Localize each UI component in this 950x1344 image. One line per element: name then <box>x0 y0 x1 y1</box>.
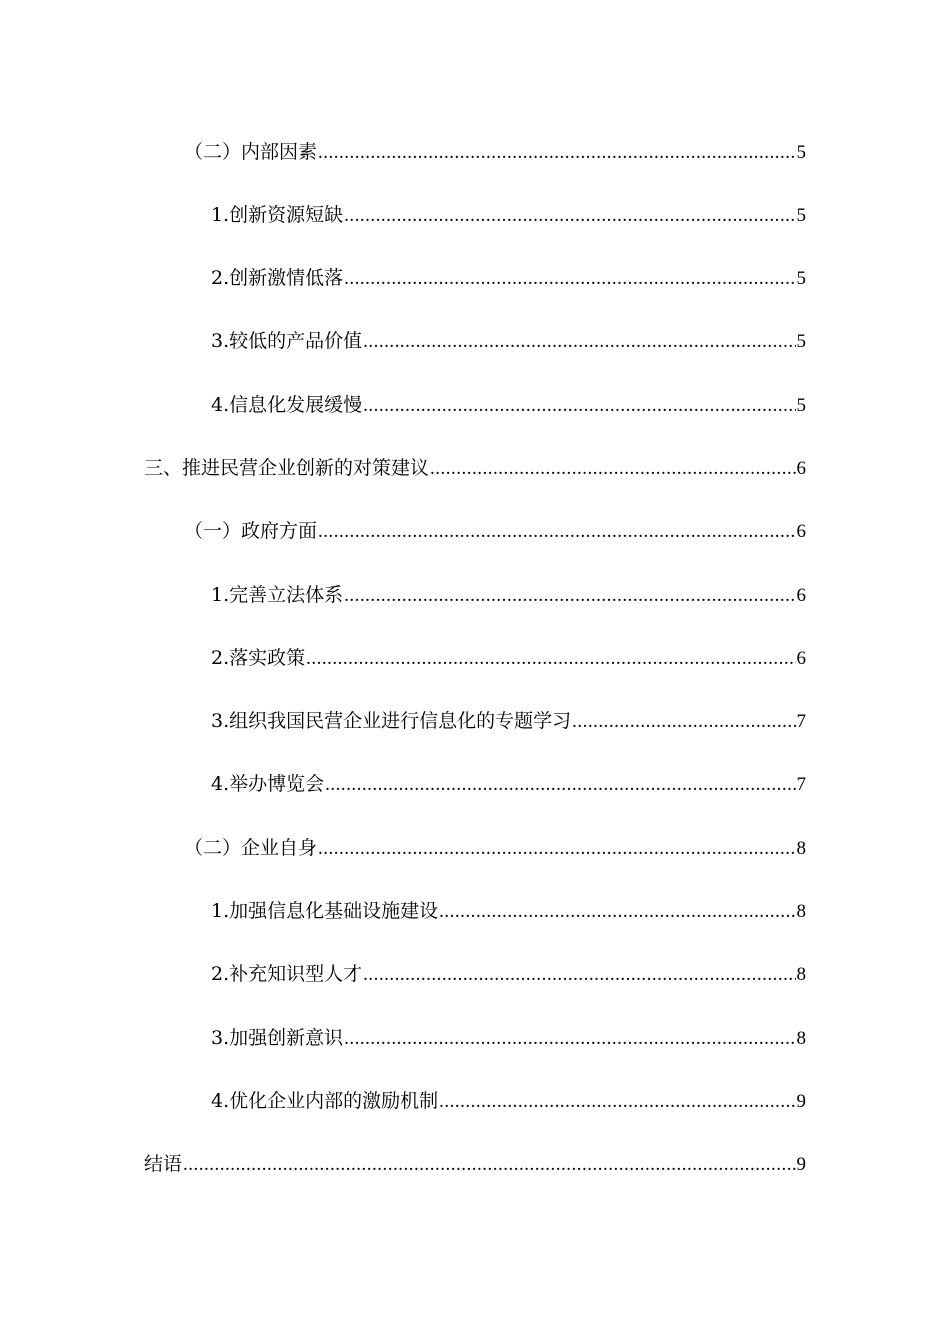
dot-leader <box>439 1087 795 1117</box>
toc-entry-title: 4.举办博览会 <box>211 773 325 795</box>
dot-leader <box>318 517 795 547</box>
dot-leader <box>344 581 795 611</box>
toc-entry-page: 7 <box>796 774 806 795</box>
toc-entry[interactable] <box>211 580 806 610</box>
toc-entry[interactable] <box>211 326 806 356</box>
toc-entry[interactable] <box>211 959 806 989</box>
toc-entry-title: 1.完善立法体系 <box>211 584 344 606</box>
toc-entry-title: 2.创新激情低落 <box>211 267 344 289</box>
toc-entry-title: （二）内部因素 <box>184 141 318 163</box>
dot-leader <box>344 264 795 294</box>
toc-entry[interactable] <box>144 453 806 483</box>
toc-entry-title: 3.组织我国民营企业进行信息化的专题学习 <box>211 710 572 732</box>
toc-entry-page: 6 <box>796 521 806 542</box>
toc-entry-page: 6 <box>796 648 806 669</box>
toc-entry[interactable] <box>211 390 806 420</box>
toc-entry[interactable] <box>211 896 806 926</box>
toc-entry-page: 6 <box>796 585 806 606</box>
dot-leader <box>572 707 795 737</box>
dot-leader <box>439 897 795 927</box>
toc-entry-title: 三、推进民营企业创新的对策建议 <box>144 457 430 479</box>
toc-entry-title: 1.创新资源短缺 <box>211 204 344 226</box>
toc-entry-title: （一）政府方面 <box>184 520 318 542</box>
dot-leader <box>306 644 795 674</box>
toc-entry-page: 5 <box>796 205 806 226</box>
toc-entry-title: 2.补充知识型人才 <box>211 963 363 985</box>
toc-entry[interactable] <box>211 1086 806 1116</box>
toc-entry-page: 9 <box>796 1154 806 1175</box>
dot-leader <box>318 138 795 168</box>
toc-entry-page: 5 <box>796 331 806 352</box>
toc-entry[interactable] <box>184 516 806 546</box>
toc-entry[interactable] <box>211 1023 806 1053</box>
dot-leader <box>325 770 795 800</box>
dot-leader <box>363 960 795 990</box>
toc-entry-page: 8 <box>796 901 806 922</box>
toc-entry-title: 结语 <box>144 1153 183 1175</box>
toc-entry-page: 8 <box>796 964 806 985</box>
toc-entry-page: 9 <box>796 1091 806 1112</box>
toc-entry[interactable] <box>211 706 806 736</box>
toc-entry-title: 4.优化企业内部的激励机制 <box>211 1090 439 1112</box>
toc-entry-title: 1.加强信息化基础设施建设 <box>211 900 439 922</box>
toc-entry[interactable] <box>211 643 806 673</box>
dot-leader <box>344 201 795 231</box>
dot-leader <box>430 454 795 484</box>
toc-entry[interactable] <box>211 263 806 293</box>
toc-entry[interactable] <box>211 200 806 230</box>
toc-entry[interactable] <box>184 137 806 167</box>
toc-entry-title: 4.信息化发展缓慢 <box>211 394 363 416</box>
toc-entry[interactable] <box>211 769 806 799</box>
toc-entry-page: 7 <box>796 711 806 732</box>
toc-entry-page: 5 <box>796 395 806 416</box>
toc-entry-page: 8 <box>796 1028 806 1049</box>
dot-leader <box>363 391 795 421</box>
toc-entry-title: 3.较低的产品价值 <box>211 330 363 352</box>
toc-entry-page: 8 <box>796 838 806 859</box>
toc-entry-title: （二）企业自身 <box>184 837 318 859</box>
toc-entry-title: 3.加强创新意识 <box>211 1027 344 1049</box>
toc-entry-page: 5 <box>796 142 806 163</box>
toc-entry-page: 6 <box>796 458 806 479</box>
toc-entry-page: 5 <box>796 268 806 289</box>
toc-entry-title: 2.落实政策 <box>211 647 306 669</box>
toc-entry[interactable] <box>184 833 806 863</box>
dot-leader <box>318 834 795 864</box>
toc-entry[interactable] <box>144 1149 806 1179</box>
dot-leader <box>344 1024 795 1054</box>
dot-leader <box>363 327 795 357</box>
dot-leader <box>183 1150 795 1180</box>
